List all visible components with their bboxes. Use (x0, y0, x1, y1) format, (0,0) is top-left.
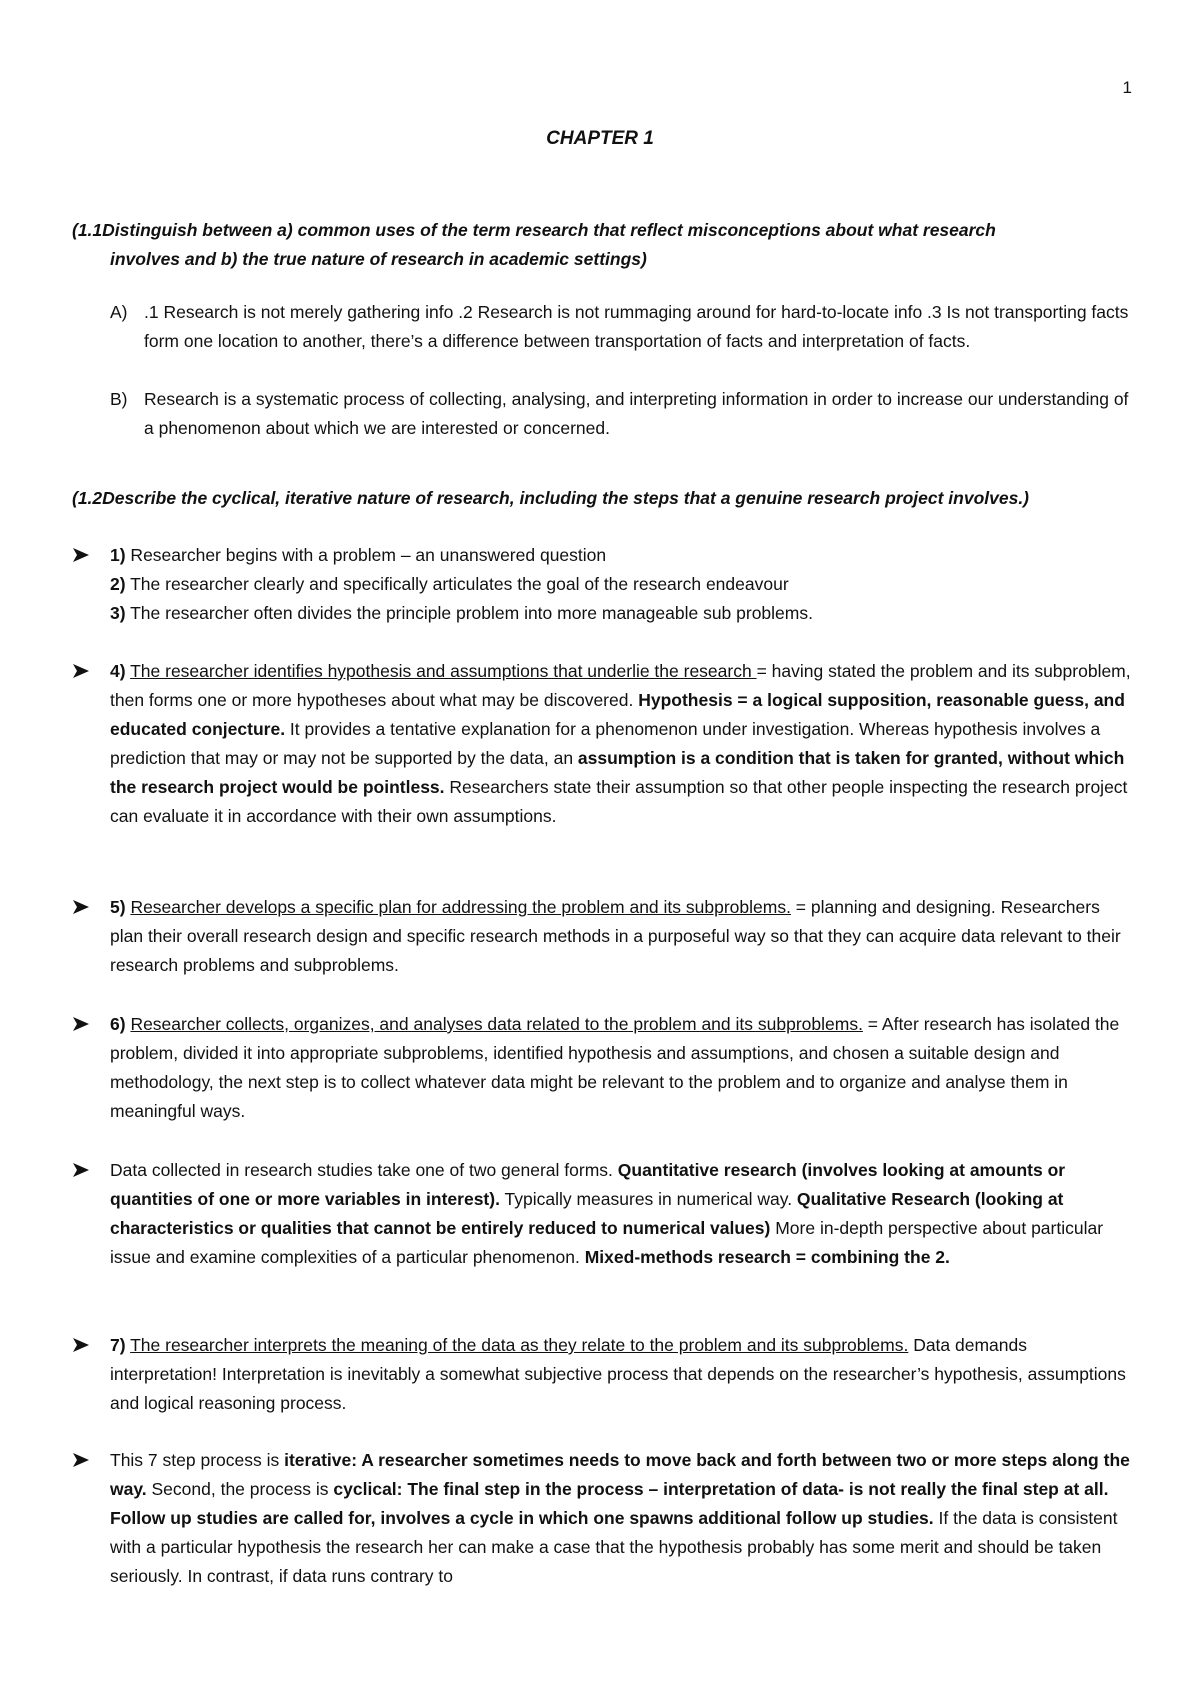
step-3 (110, 599, 1132, 628)
answer-b (110, 385, 1130, 443)
iterative-text-1: This 7 step process is (110, 1450, 285, 1470)
bullet-step-7 (72, 1331, 1132, 1418)
step-6-text: = After research has isolated the problem, divided it into appropriate subproblems, identified hypothesis and assumptions, and chosen a suitable design and methodology, the next step is to collect whatever data might be relevant to the problem and to organize and analyse them in meaningful ways. (110, 1014, 1120, 1121)
bullet-step-5 (72, 893, 1132, 980)
step-7-paragraph (110, 1331, 1132, 1418)
step-5-text: = planning and designing. Researchers plan their overall research design and specific research methods in a purposeful way so that they can acquire data relevant to their research problems and subproblems. (110, 897, 1121, 975)
arrow-bullet-icon (72, 663, 90, 679)
arrow-bullet-icon (72, 899, 90, 915)
arrow-bullet-icon (72, 1162, 90, 1178)
step-4-text-1: = having stated the problem and its subproblem, then forms one or more hypotheses about what may be discovered. (110, 661, 1131, 710)
bullet-step-6 (72, 1010, 1132, 1126)
step-2-text: The researcher clearly and specifically articulates the goal of the research endeavour (125, 574, 789, 594)
step-5-heading: Researcher develops a specific plan for addressing the problem and its subproblems. (130, 897, 791, 917)
data-forms-text-3: More in-depth perspective about particular issue and examine complexities of a particular phenomenon. (110, 1218, 1104, 1267)
question-1-1 (72, 216, 1122, 274)
qualitative-research-definition: Qualitative Research (looking at characteristics or qualities that cannot be entirely reduced to numerical values) (110, 1189, 1064, 1238)
arrow-bullet-icon (72, 1016, 90, 1032)
answer-a (110, 298, 1130, 356)
data-forms-paragraph (110, 1156, 1132, 1272)
question-1-1-line2: involves and b) the true nature of research in academic settings) (110, 249, 647, 269)
step-4-paragraph (110, 657, 1132, 831)
answer-b-label: B) (110, 389, 128, 409)
step-5-number: 5) (110, 897, 126, 917)
iterative-text-3: If the data is consistent with a particular hypothesis the research her can make a case that the hypothesis probably has some merit and should be taken seriously. In contrast, if data runs contrary to (110, 1508, 1118, 1586)
step-6-number: 6) (110, 1014, 126, 1034)
step-7-text: Data demands interpretation! Interpretation is inevitably a somewhat subjective process that depends on the researcher’s hypothesis, assumptions and logical reasoning process. (110, 1335, 1126, 1413)
step-3-text: The researcher often divides the principle problem into more manageable sub problems. (125, 603, 813, 623)
iterative-text-2: Second, the process is (146, 1479, 334, 1499)
step-6-paragraph (110, 1010, 1132, 1126)
assumption-definition: assumption is a condition that is taken for granted, without which the research project would be pointless. (110, 748, 1125, 797)
step-4-text-2: It provides a tentative explanation for a phenomenon under investigation. Whereas hypothesis involves a prediction that may or may not be supported by the data, an (110, 719, 1101, 768)
chapter-title: CHAPTER 1 (546, 128, 654, 149)
step-2 (110, 570, 1132, 599)
step-2-number: 2) (110, 574, 126, 594)
page-number: 1 (1122, 78, 1132, 97)
step-7-number: 7) (110, 1335, 126, 1355)
arrow-bullet-icon (72, 547, 90, 563)
cyclical-definition: cyclical: The final step in the process – interpretation of data- is not really the final step at all. Follow up studies are called for, involves a cycle in which one spawns additional follow up studies. (110, 1479, 1109, 1528)
answer-b-text: Research is a systematic process of collecting, analysing, and interpreting information in order to increase our understanding of a phenomenon about which we are interested or concerned. (144, 389, 1129, 438)
arrow-bullet-icon (72, 1452, 90, 1468)
step-1-number: 1) (110, 545, 126, 565)
bullet-step-4 (72, 657, 1132, 831)
step-4-text-3: Researchers state their assumption so that other people inspecting the research project can evaluate it in accordance with their own assumptions. (110, 777, 1128, 826)
bullet-steps-1-3 (72, 541, 1132, 628)
bullet-iterative-cyclical (72, 1446, 1132, 1591)
arrow-bullet-icon (72, 1337, 90, 1353)
hypothesis-definition: Hypothesis = a logical supposition, reasonable guess, and educated conjecture. (110, 690, 1125, 739)
quantitative-research-definition: Quantitative research (involves looking at amounts or quantities of one or more variables in interest). (110, 1160, 1066, 1209)
step-1-text: Researcher begins with a problem – an unanswered question (125, 545, 607, 565)
data-forms-text-1: Data collected in research studies take one of two general forms. (110, 1160, 618, 1180)
step-5-paragraph (110, 893, 1132, 980)
answer-a-label: A) (110, 302, 128, 322)
question-1-2: (1.2Describe the cyclical, iterative nature of research, including the steps that a genuine research project involves.) (72, 488, 1030, 508)
iterative-paragraph (110, 1446, 1132, 1591)
step-6-heading: Researcher collects, organizes, and analyses data related to the problem and its subproblems. (130, 1014, 863, 1034)
step-7-heading: The researcher interprets the meaning of the data as they relate to the problem and its subproblems. (130, 1335, 909, 1355)
data-forms-text-2: Typically measures in numerical way. (499, 1189, 797, 1209)
step-1 (110, 541, 1132, 570)
step-3-number: 3) (110, 603, 126, 623)
mixed-methods-definition: Mixed-methods research = combining the 2. (584, 1247, 950, 1267)
step-4-number: 4) (110, 661, 126, 681)
question-1-1-line1: (1.1Distinguish between a) common uses of the term research that reflect misconceptions about what research (72, 220, 996, 240)
iterative-definition: iterative: A researcher sometimes needs to move back and forth between two or more steps along the way. (110, 1450, 1130, 1499)
bullet-data-forms (72, 1156, 1132, 1272)
step-4-heading: The researcher identifies hypothesis and assumptions that underlie the research (130, 661, 757, 681)
answer-a-text: .1 Research is not merely gathering info .2 Research is not rummaging around for hard-to-locate info .3 Is not transporting facts form one location to another, there’s a difference between transportation of facts and interpretation of facts. (144, 302, 1129, 351)
